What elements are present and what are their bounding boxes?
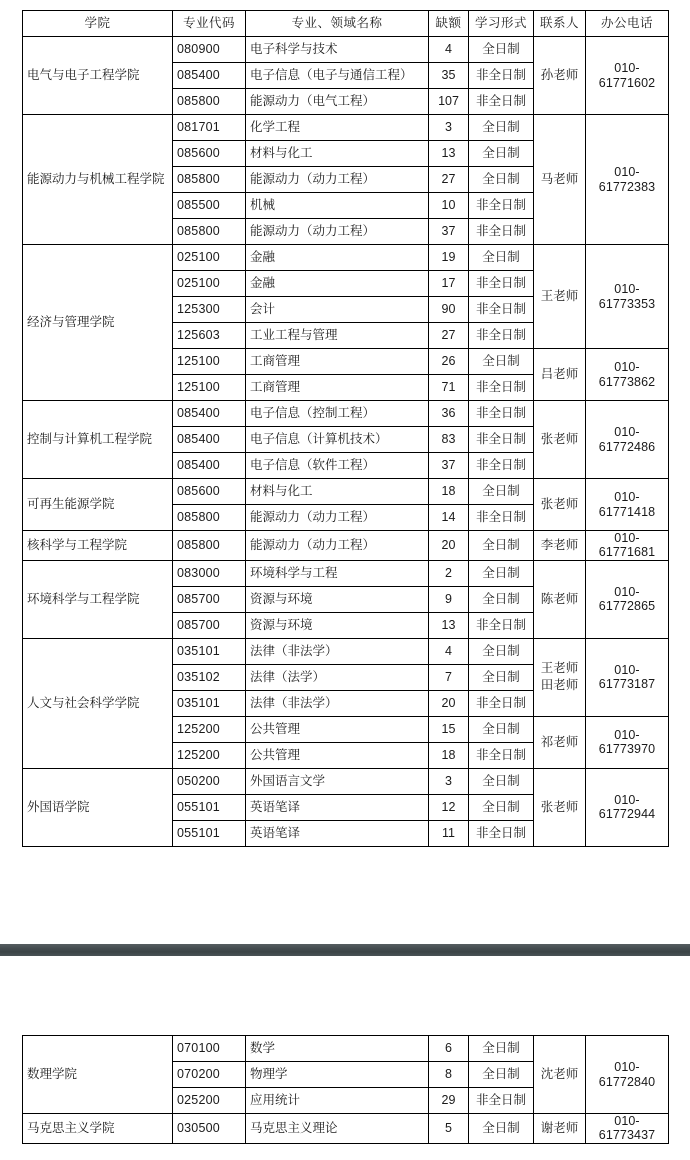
- cell-major-name: 电子信息（电子与通信工程）: [246, 63, 429, 89]
- cell-quota: 9: [429, 586, 469, 612]
- cell-major-code: 083000: [173, 560, 246, 586]
- cell-office-phone: 010-61773353: [586, 245, 669, 349]
- cell-office-phone: 010-61771681: [586, 531, 669, 561]
- cell-quota: 18: [429, 479, 469, 505]
- cell-major-code: 085600: [173, 479, 246, 505]
- cell-study-form: 全日制: [469, 716, 534, 742]
- cell-quota: 4: [429, 638, 469, 664]
- cell-major-name: 英语笔译: [246, 820, 429, 846]
- cell-quota: 36: [429, 401, 469, 427]
- cell-study-form: 全日制: [469, 1114, 534, 1144]
- cell-college: 能源动力与机械工程学院: [23, 115, 173, 245]
- cell-office-phone: 010-61772840: [586, 1036, 669, 1114]
- cell-study-form: 全日制: [469, 638, 534, 664]
- cell-major-name: 材料与化工: [246, 141, 429, 167]
- contact-name: 吕老师: [540, 367, 579, 382]
- table-row: [23, 1114, 669, 1144]
- cell-quota: 107: [429, 89, 469, 115]
- cell-quota: 90: [429, 297, 469, 323]
- contact-name: 陈老师: [540, 591, 579, 606]
- cell-college: 人文与社会科学学院: [23, 638, 173, 768]
- cell-major-code: 125300: [173, 297, 246, 323]
- cell-study-form: 非全日制: [469, 323, 534, 349]
- cell-quota: 27: [429, 167, 469, 193]
- cell-study-form: 非全日制: [469, 375, 534, 401]
- cell-major-name: 马克思主义理论: [246, 1114, 429, 1144]
- cell-contact-person: [534, 560, 586, 638]
- cell-study-form: 全日制: [469, 560, 534, 586]
- column-header-code: 专业代码: [173, 11, 246, 37]
- cell-contact-person: [534, 1114, 586, 1144]
- cell-major-code: 085400: [173, 401, 246, 427]
- contact-name: 王老师: [540, 289, 579, 304]
- cell-major-code: 080900: [173, 37, 246, 63]
- cell-study-form: 全日制: [469, 167, 534, 193]
- contact-name: 张老师: [540, 799, 579, 814]
- cell-study-form: 全日制: [469, 245, 534, 271]
- cell-major-code: 025100: [173, 271, 246, 297]
- column-header-major: 专业、领域名称: [246, 11, 429, 37]
- cell-contact-person: [534, 716, 586, 768]
- table-row: [23, 115, 669, 141]
- cell-study-form: 非全日制: [469, 63, 534, 89]
- table-row: [23, 479, 669, 505]
- cell-college: 经济与管理学院: [23, 245, 173, 401]
- cell-major-code: 085800: [173, 505, 246, 531]
- cell-study-form: 非全日制: [469, 820, 534, 846]
- cell-major-name: 材料与化工: [246, 479, 429, 505]
- quota-table-wrapper: [22, 10, 668, 847]
- cell-office-phone: 010-61773437: [586, 1114, 669, 1144]
- cell-major-name: 工商管理: [246, 375, 429, 401]
- table-row: [23, 401, 669, 427]
- cell-college: 核科学与工程学院: [23, 531, 173, 561]
- cell-contact-person: [534, 638, 586, 716]
- column-header-form: 学习形式: [469, 11, 534, 37]
- cell-major-code: 085400: [173, 427, 246, 453]
- cell-contact-person: [534, 401, 586, 479]
- table-header-row: [23, 11, 669, 37]
- cell-major-name: 能源动力（动力工程）: [246, 505, 429, 531]
- cell-study-form: 非全日制: [469, 89, 534, 115]
- cell-major-name: 机械: [246, 193, 429, 219]
- column-header-college: 学院: [23, 11, 173, 37]
- cell-major-code: 085800: [173, 531, 246, 561]
- cell-major-name: 能源动力（动力工程）: [246, 167, 429, 193]
- cell-major-name: 会计: [246, 297, 429, 323]
- contact-name: 田老师: [540, 678, 579, 693]
- cell-major-code: 035101: [173, 638, 246, 664]
- cell-quota: 4: [429, 37, 469, 63]
- table-body-continued: [23, 1036, 669, 1144]
- contact-name: 沈老师: [540, 1067, 579, 1082]
- cell-quota: 2: [429, 560, 469, 586]
- cell-study-form: 非全日制: [469, 271, 534, 297]
- cell-contact-person: [534, 1036, 586, 1114]
- cell-quota: 14: [429, 505, 469, 531]
- cell-study-form: 全日制: [469, 1062, 534, 1088]
- contact-name: 张老师: [540, 497, 579, 512]
- cell-contact-person: [534, 768, 586, 846]
- cell-study-form: 全日制: [469, 531, 534, 561]
- cell-contact-person: [534, 531, 586, 561]
- cell-study-form: 非全日制: [469, 505, 534, 531]
- cell-office-phone: 010-61773187: [586, 638, 669, 716]
- table-row: [23, 531, 669, 561]
- cell-quota: 12: [429, 794, 469, 820]
- cell-study-form: 全日制: [469, 115, 534, 141]
- quota-table: [22, 10, 669, 847]
- cell-quota: 3: [429, 768, 469, 794]
- cell-quota: 18: [429, 742, 469, 768]
- cell-major-name: 电子科学与技术: [246, 37, 429, 63]
- column-header-contact: 联系人: [534, 11, 586, 37]
- cell-major-name: 环境科学与工程: [246, 560, 429, 586]
- cell-contact-person: [534, 245, 586, 349]
- cell-office-phone: 010-61771602: [586, 37, 669, 115]
- cell-study-form: 非全日制: [469, 193, 534, 219]
- cell-quota: 6: [429, 1036, 469, 1062]
- cell-study-form: 全日制: [469, 664, 534, 690]
- cell-quota: 13: [429, 141, 469, 167]
- contact-name: 张老师: [540, 432, 579, 447]
- cell-major-name: 能源动力（动力工程）: [246, 531, 429, 561]
- cell-contact-person: [534, 479, 586, 531]
- cell-major-name: 公共管理: [246, 716, 429, 742]
- cell-study-form: 全日制: [469, 349, 534, 375]
- contact-name: 谢老师: [540, 1120, 579, 1135]
- cell-major-code: 081701: [173, 115, 246, 141]
- cell-major-name: 化学工程: [246, 115, 429, 141]
- cell-major-name: 电子信息（控制工程）: [246, 401, 429, 427]
- contact-name: 李老师: [540, 537, 579, 552]
- cell-major-name: 金融: [246, 245, 429, 271]
- cell-major-name: 工商管理: [246, 349, 429, 375]
- cell-major-name: 电子信息（计算机技术）: [246, 427, 429, 453]
- cell-office-phone: 010-61772486: [586, 401, 669, 479]
- cell-major-name: 能源动力（动力工程）: [246, 219, 429, 245]
- contact-name: 王老师: [540, 661, 579, 676]
- contact-name: 马老师: [540, 172, 579, 187]
- cell-major-name: 法律（非法学）: [246, 638, 429, 664]
- cell-study-form: 非全日制: [469, 612, 534, 638]
- cell-quota: 13: [429, 612, 469, 638]
- cell-quota: 7: [429, 664, 469, 690]
- cell-office-phone: 010-61772383: [586, 115, 669, 245]
- table-row: [23, 245, 669, 271]
- cell-major-code: 125200: [173, 742, 246, 768]
- table-row: [23, 1036, 669, 1062]
- table-row: [23, 560, 669, 586]
- table-row: [23, 638, 669, 664]
- cell-major-code: 125100: [173, 375, 246, 401]
- cell-study-form: 全日制: [469, 479, 534, 505]
- cell-college: 马克思主义学院: [23, 1114, 173, 1144]
- cell-study-form: 全日制: [469, 586, 534, 612]
- cell-major-code: 085800: [173, 219, 246, 245]
- cell-quota: 17: [429, 271, 469, 297]
- cell-quota: 8: [429, 1062, 469, 1088]
- cell-major-code: 125200: [173, 716, 246, 742]
- cell-quota: 29: [429, 1088, 469, 1114]
- cell-study-form: 非全日制: [469, 401, 534, 427]
- cell-office-phone: 010-61772944: [586, 768, 669, 846]
- table-body: [23, 37, 669, 847]
- cell-study-form: 非全日制: [469, 297, 534, 323]
- cell-major-code: 070200: [173, 1062, 246, 1088]
- cell-major-code: 085800: [173, 167, 246, 193]
- cell-major-code: 035101: [173, 690, 246, 716]
- quota-table-continued: [22, 1035, 669, 1144]
- cell-study-form: 全日制: [469, 37, 534, 63]
- cell-major-name: 公共管理: [246, 742, 429, 768]
- cell-study-form: 全日制: [469, 141, 534, 167]
- cell-major-code: 085500: [173, 193, 246, 219]
- cell-major-name: 英语笔译: [246, 794, 429, 820]
- cell-major-name: 外国语言文学: [246, 768, 429, 794]
- cell-major-code: 035102: [173, 664, 246, 690]
- cell-major-code: 025200: [173, 1088, 246, 1114]
- cell-college: 外国语学院: [23, 768, 173, 846]
- cell-quota: 11: [429, 820, 469, 846]
- contact-name: 祁老师: [540, 734, 579, 749]
- table-header: [23, 11, 669, 37]
- section-divider: [0, 944, 690, 956]
- cell-major-code: 085700: [173, 586, 246, 612]
- cell-major-code: 085400: [173, 63, 246, 89]
- cell-quota: 37: [429, 453, 469, 479]
- cell-major-name: 电子信息（软件工程）: [246, 453, 429, 479]
- cell-quota: 10: [429, 193, 469, 219]
- cell-major-name: 金融: [246, 271, 429, 297]
- cell-major-code: 085700: [173, 612, 246, 638]
- cell-contact-person: [534, 37, 586, 115]
- cell-college: 电气与电子工程学院: [23, 37, 173, 115]
- cell-major-code: 085400: [173, 453, 246, 479]
- cell-quota: 20: [429, 531, 469, 561]
- cell-college: 环境科学与工程学院: [23, 560, 173, 638]
- cell-office-phone: 010-61773862: [586, 349, 669, 401]
- cell-major-code: 055101: [173, 820, 246, 846]
- cell-college: 控制与计算机工程学院: [23, 401, 173, 479]
- cell-major-name: 资源与环境: [246, 586, 429, 612]
- cell-study-form: 全日制: [469, 1036, 534, 1062]
- column-header-quota: 缺额: [429, 11, 469, 37]
- cell-major-code: 070100: [173, 1036, 246, 1062]
- cell-major-name: 物理学: [246, 1062, 429, 1088]
- cell-major-name: 资源与环境: [246, 612, 429, 638]
- cell-office-phone: 010-61772865: [586, 560, 669, 638]
- cell-study-form: 非全日制: [469, 219, 534, 245]
- cell-major-code: 085600: [173, 141, 246, 167]
- cell-major-name: 法律（法学）: [246, 664, 429, 690]
- cell-quota: 37: [429, 219, 469, 245]
- cell-study-form: 全日制: [469, 794, 534, 820]
- cell-college: 可再生能源学院: [23, 479, 173, 531]
- cell-major-name: 工业工程与管理: [246, 323, 429, 349]
- cell-quota: 27: [429, 323, 469, 349]
- cell-study-form: 非全日制: [469, 690, 534, 716]
- cell-study-form: 非全日制: [469, 742, 534, 768]
- table-row: [23, 37, 669, 63]
- cell-office-phone: 010-61773970: [586, 716, 669, 768]
- cell-major-name: 能源动力（电气工程）: [246, 89, 429, 115]
- cell-quota: 20: [429, 690, 469, 716]
- cell-study-form: 非全日制: [469, 1088, 534, 1114]
- cell-major-code: 125100: [173, 349, 246, 375]
- cell-quota: 3: [429, 115, 469, 141]
- cell-major-code: 125603: [173, 323, 246, 349]
- cell-major-code: 085800: [173, 89, 246, 115]
- cell-major-name: 应用统计: [246, 1088, 429, 1114]
- cell-major-code: 030500: [173, 1114, 246, 1144]
- cell-major-code: 055101: [173, 794, 246, 820]
- cell-quota: 26: [429, 349, 469, 375]
- cell-contact-person: [534, 349, 586, 401]
- cell-major-name: 数学: [246, 1036, 429, 1062]
- column-header-phone: 办公电话: [586, 11, 669, 37]
- cell-study-form: 非全日制: [469, 427, 534, 453]
- cell-quota: 5: [429, 1114, 469, 1144]
- table-row: [23, 768, 669, 794]
- cell-quota: 83: [429, 427, 469, 453]
- cell-quota: 35: [429, 63, 469, 89]
- cell-quota: 19: [429, 245, 469, 271]
- quota-table-continued-wrapper: [22, 1035, 668, 1144]
- cell-office-phone: 010-61771418: [586, 479, 669, 531]
- cell-quota: 71: [429, 375, 469, 401]
- cell-study-form: 非全日制: [469, 453, 534, 479]
- contact-name: 孙老师: [540, 68, 579, 83]
- cell-major-name: 法律（非法学）: [246, 690, 429, 716]
- cell-quota: 15: [429, 716, 469, 742]
- cell-major-code: 025100: [173, 245, 246, 271]
- cell-college: 数理学院: [23, 1036, 173, 1114]
- cell-contact-person: [534, 115, 586, 245]
- cell-study-form: 全日制: [469, 768, 534, 794]
- cell-major-code: 050200: [173, 768, 246, 794]
